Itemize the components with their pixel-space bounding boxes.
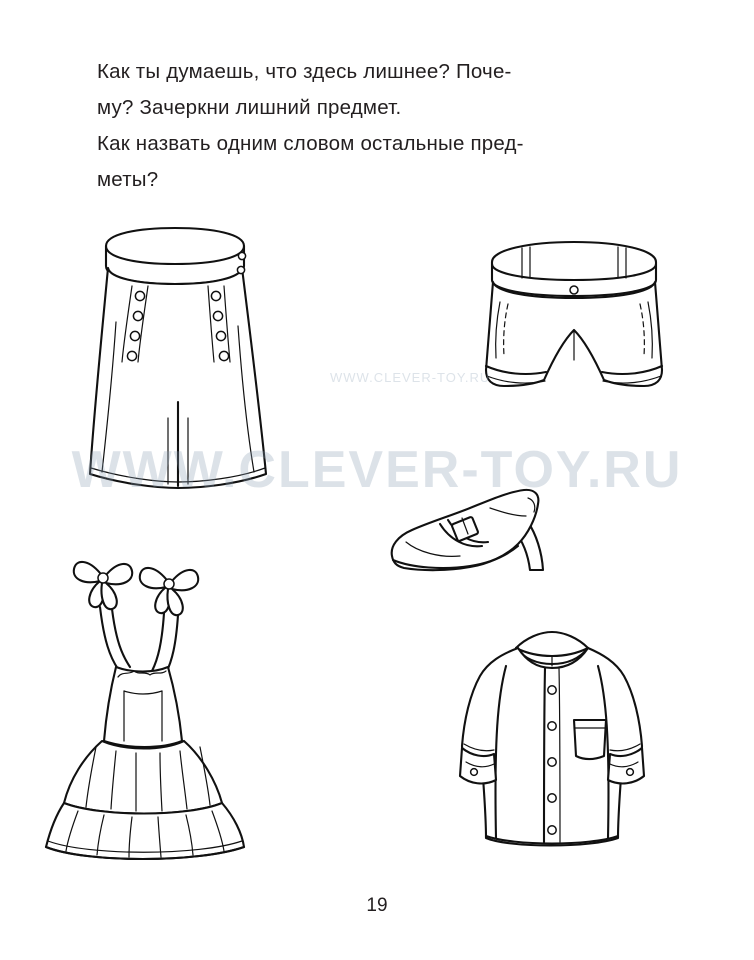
- watermark: WWW.CLEVER-TOY.RU: [71, 441, 683, 499]
- dress-illustration[interactable]: [38, 545, 268, 875]
- skirt-illustration[interactable]: [62, 222, 292, 512]
- page-number: 19: [366, 895, 388, 916]
- watermark-small: WWW.CLEVER-TOY.RU: [330, 370, 491, 385]
- instruction-line-4: меты?: [97, 168, 159, 191]
- shirt-illustration[interactable]: [440, 622, 660, 872]
- instruction-line-1: Как ты думаешь, что здесь лишнее? Поче-: [97, 60, 512, 83]
- shorts-illustration[interactable]: [470, 238, 680, 418]
- instruction-line-3: Как назвать одним словом остальные пред-: [97, 132, 524, 155]
- instruction-line-2: му? Зачеркни лишний предмет.: [97, 96, 402, 119]
- shoe-illustration[interactable]: [378, 478, 588, 588]
- instructions-block: [97, 55, 687, 197]
